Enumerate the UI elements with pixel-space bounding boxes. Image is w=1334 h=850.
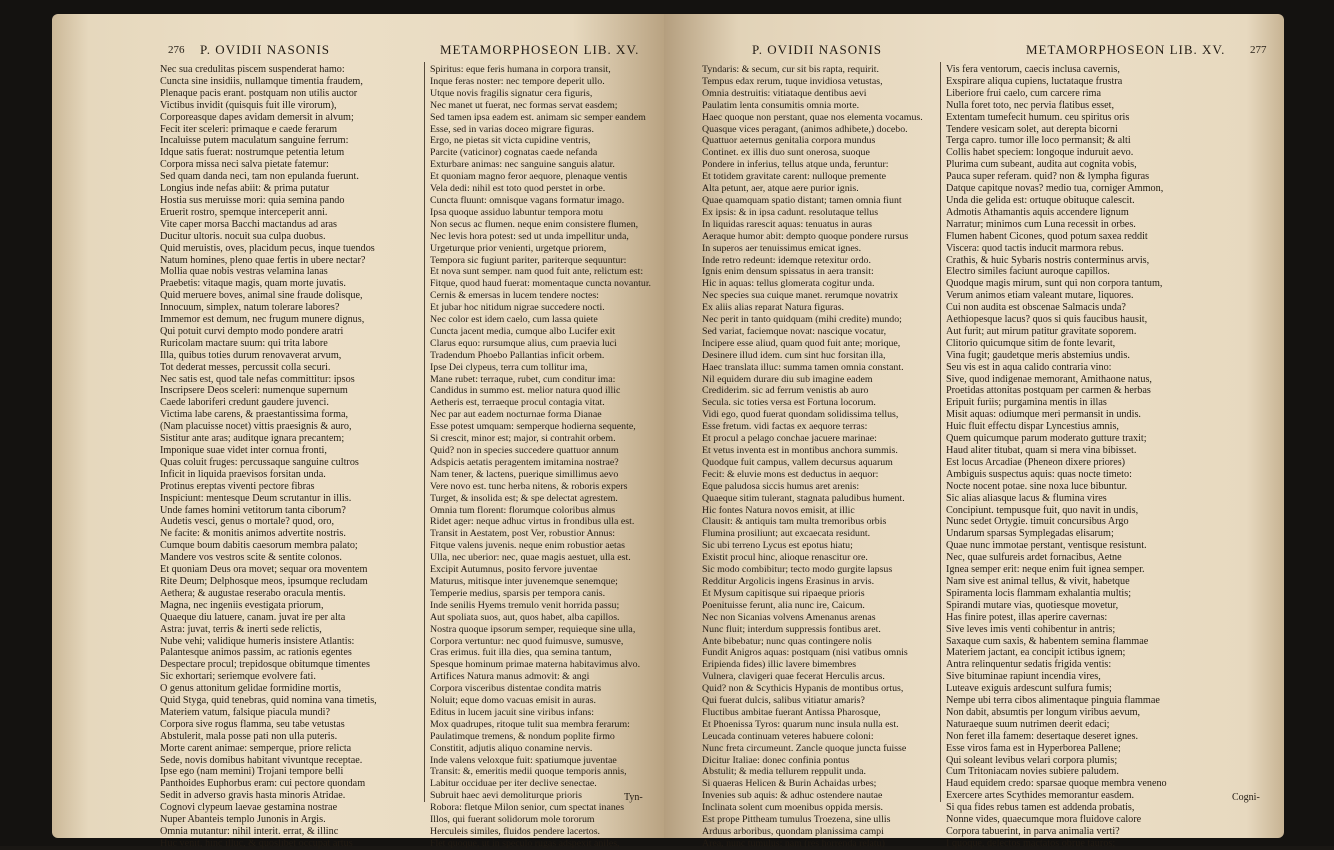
text-column-2 (946, 64, 1204, 850)
verse-line: Et procul a pelago conchae jacuere marinae: (702, 433, 877, 445)
verse-line: Quaeque diu latuere, canam. juvat ire per alta (160, 611, 346, 623)
verse-line: Sic alias aliasque lacus & flumina vires (946, 492, 1107, 504)
verse-line: Crediderim. sic ad ferrum venistis ab auro (702, 385, 869, 397)
verse-line: Aut spoliata suos, aut, quos habet, alba capillos. (430, 611, 620, 623)
verse-line: Cumque boum dabitis caesorum membra palato; (160, 540, 358, 552)
verse-line: Electro similes faciunt auroque capillos. (946, 266, 1110, 278)
verse-line: Ulla, nec uberior: nec, quae magis aestuet, ulla est. (430, 552, 631, 564)
verse-line: Si crescit, minor est; major, si contrahit orbem. (430, 433, 616, 445)
verse-line: Redditur Argolicis ingens Erasinus in arvis. (702, 575, 875, 587)
verse-line: Nuper Abanteis templo Junonis in Argis. (160, 814, 326, 826)
verse-line: Mane rubet: terraque, rubet, cum conditur ima: (430, 373, 616, 385)
verse-line: Natum homines, pleno quae fertis in ubere nectar? (160, 254, 366, 266)
verse-line: Inde retro redeunt: idemque retexitur ordo. (702, 254, 871, 266)
verse-line: Antra relinquentur sedatis frigida ventis: (946, 659, 1112, 671)
verse-line: Morte carent animae: semperque, priore relicta (160, 742, 352, 754)
verse-line: Admotis Athamantis aquis accendere lignum (946, 206, 1129, 218)
verse-line: Nunc freta circumeunt. Zancle quoque juncta fuisse (702, 742, 907, 754)
verse-line: Sic ubi terreno Lycus est epotus hiatu; (702, 540, 853, 552)
verse-line: Poenituisse ferunt, alia nunc ire, Caicum. (702, 599, 865, 611)
verse-line: Exspirare aliqua cupiens, luctataque frustra (946, 75, 1123, 87)
verse-line: Fecit iter sceleri: primaque e caede ferarum (160, 123, 338, 135)
verse-line: Vis fera ventorum, caecis inclusa cavernis, (946, 64, 1120, 75)
verse-line: Flumen habent Cicones, quod potum saxea reddit (946, 230, 1148, 242)
verse-line: Concipiunt. tempusque fuit, quo navit in undis, (946, 504, 1139, 516)
page-number: 277 (1250, 44, 1267, 56)
verse-line: Flet quoque, ut in speculo rugas adspexit aniles, (430, 837, 620, 849)
verse-line: Incipere esse aliud, quam quod fuit ante; morique, (702, 337, 901, 349)
catchword: Cogni- (1232, 792, 1260, 803)
verse-line: Seu vis est in aqua calido contraria vino: (946, 361, 1112, 373)
verse-line: Cuncta fluunt: omnisque vagans formatur imago. (430, 194, 625, 206)
verse-line: Panthoides Euphorbus eram: cui pectore quondam (160, 778, 366, 790)
left-page (52, 14, 664, 849)
text-column-1 (160, 64, 418, 850)
verse-line: Cognovi clypeum laevae gestamina nostrae (160, 802, 338, 814)
verse-line: Imponique suae videt inter cornua fronti, (160, 445, 327, 456)
verse-line: Arduus arboribus, quondam planissima campi (702, 826, 884, 837)
verse-line: Labitur occiduae per iter declive senectae. (430, 778, 597, 790)
verse-line: Ipsa quoque assiduo labuntur tempora motu (430, 206, 604, 218)
verse-line: Nec manet ut fuerat, nec formas servat easdem; (430, 99, 618, 111)
verse-line: Nonne vides, quaecumque mora fluidove calore (946, 814, 1142, 826)
verse-line: Incaluisse putem maculatum sanguine ferrum: (160, 135, 349, 147)
verse-line: Pauca super referam. quid? non & lympha figuras (946, 171, 1150, 183)
verse-line: Temperie medius, sparsis per tempora canis. (430, 587, 606, 599)
verse-line: Parcite (vaticinor) cognatas caede nefanda (430, 147, 598, 159)
verse-line: Tendere vesicam solet, aut derepta bicorni (946, 123, 1118, 135)
verse-line: Nostra quoque ipsorum semper, requieque sine ulla, (430, 623, 636, 635)
verse-line: Sistitur ante aras; auditque ignara precantem; (160, 433, 345, 445)
verse-line: Aeraque humor abit: dempto quoque pondere rursus (702, 230, 909, 242)
catchword: Tyn- (624, 792, 643, 803)
verse-line: Inclinata solent cum moenibus oppida mersis. (702, 802, 884, 814)
verse-line: Haec translata illuc: summa tamen omnia constant. (702, 361, 904, 373)
verse-line: Praebetis: vitaque magis, quam morte juvatis. (160, 278, 346, 290)
verse-line: Quodque fuit campus, vallem decursus aquarum (702, 456, 893, 468)
verse-line: Omnia tum florent: florumque coloribus almus (430, 504, 616, 516)
verse-line: Fecit: & eluvie mons est deductus in aequor: (702, 468, 879, 480)
page-number: 276 (168, 44, 185, 56)
verse-line: Unda die gelida est: ortuque obituque calescit. (946, 194, 1135, 206)
verse-line: Robora: fletque Milon senior, cum spectat inanes (430, 802, 625, 814)
verse-line: Qui fuerat dulcis, salibus vitiatur amaris? (702, 695, 865, 707)
verse-line: Viscera: quod tactis inducit marmora rebus. (946, 242, 1124, 254)
verse-line: Noluit; eque domo vacuas emisit in auras. (430, 695, 596, 707)
verse-line: Unde fames homini vetitorum tanta ciborum? (160, 504, 346, 516)
verse-line: Pondere in inferius, tellus atque unda, feruntur: (702, 159, 889, 171)
verse-line: Victima labe carens, & praestantissima forma, (160, 409, 349, 421)
verse-line: Nocte nocent potae. sine noxa luce bibuntur. (946, 480, 1128, 492)
verse-line: Quae quamquam spatio distant; tamen omnia fiunt (702, 194, 902, 206)
right-page (664, 14, 1284, 849)
verse-line: Et jubar hoc nitidum nigrae succedere nocti. (430, 302, 605, 314)
verse-line: Fitque valens juvenis. neque enim robustior aetas (430, 540, 625, 552)
verse-line: Sed variat, faciemque novat: nascique vocatur, (702, 325, 887, 337)
column-rule (940, 62, 941, 802)
verse-line: Ne facite: & monitis animos advertite nostris. (160, 528, 346, 540)
verse-line: Datque capitque novas? medio tua, corniger Ammon, (946, 183, 1164, 195)
verse-line: Excipit Autumnus, posito fervore juventae (430, 564, 598, 576)
running-head-title: METAMORPHOSEON LIB. XV. (1026, 42, 1226, 57)
verse-line: Et Phoenissa Tyros: quarum nunc insula nulla est. (702, 718, 899, 730)
verse-line: Ergo, ne pietas sit victa cupidine ventris, (430, 135, 591, 147)
verse-line: Ipse ego (nam memini) Trojani tempore belli (160, 766, 344, 778)
verse-line: Victibus invidit (quisquis fuit ille virorum), (160, 99, 337, 111)
verse-line: Eque paludosa siccis humus aret arenis: (702, 480, 860, 492)
verse-line: Quattuor aeternus genitalia corpora mundus (702, 135, 876, 147)
verse-line: Naturaeque suum nutrimen deerit edaci; (946, 718, 1110, 730)
verse-line: Mox quadrupes, ritoque tulit sua membra ferarum: (430, 718, 630, 730)
verse-line: Vina fugit; gaudetque meris abstemius undis. (946, 349, 1130, 361)
verse-line: Nulla foret toto, nec pervia flatibus esset, (946, 99, 1115, 111)
verse-line: Est locus Arcadiae (Pheneon dixere priores) (946, 456, 1126, 468)
verse-line: Et quoniam magno feror aequore, plenaque ventis (430, 171, 628, 183)
verse-line: Qui soleant levibus velari corpora plumis; (946, 754, 1118, 766)
verse-line: Illos, qui fuerant solidorum mole tororum (430, 814, 595, 826)
verse-line: Nam sive est animal tellus, & vivit, habetque (946, 575, 1130, 587)
verse-line: Quid meruere boves, animal sine fraude dolisque, (160, 290, 363, 302)
verse-line: Protinus ereptas viventi pectore fibras (160, 480, 315, 492)
verse-line: Fundit Anigros aquas: postquam (nisi vatibus omnis (702, 647, 908, 659)
verse-line: Nunc sedet Ortygie. timuit concursibus Argo (946, 516, 1129, 528)
verse-line: Sive bituminae rapiunt incendia vires, (946, 671, 1101, 683)
verse-line: Clitorio quicumque sitim de fonte levarit, (946, 337, 1116, 349)
verse-line: Spiritus: eque feris humana in corpora transit, (430, 64, 611, 75)
verse-line: Corpora tabuerint, in parva animalia verti? (946, 826, 1120, 837)
verse-line: Inficit in liquida praevisos forsitan unda. (160, 468, 326, 480)
verse-line: Quid? non in species succedere quattuor annum (430, 445, 619, 456)
verse-line: Hic fontes Natura novos emisit, at illic (702, 504, 855, 516)
verse-line: Sedit in adverso gravis hasta minoris Atridae. (160, 790, 346, 802)
verse-line: Nec color est idem caelo, cum lassa quiete (430, 314, 598, 326)
verse-line: Cras erimus. fuit illa dies, qua semina tantum, (430, 647, 612, 659)
verse-line: Illa, quibus toties durum renovaverat arvum, (160, 349, 342, 361)
verse-line: O genus attonitum gelidae formidine mortis, (160, 683, 342, 695)
verse-line: Nec non Sicanias volvens Amenanus arenas (702, 611, 876, 623)
verse-line: Aetheris est, terraeque procul contagia vitat. (430, 397, 605, 409)
verse-line: Sive leves imis venti cohibentur in antris; (946, 623, 1116, 635)
verse-line: Omnia mutantur: nihil interit. errat, & illinc (160, 826, 339, 837)
verse-line: Ex ipsis: & in ipsa cadunt. resolutaque tellus (702, 206, 879, 218)
verse-line: Corpora visceribus distentae condita matris (430, 683, 602, 695)
verse-line: Et Mysum capitisque sui ripaeque prioris (702, 587, 865, 599)
verse-line: (Nam placuisse nocet) vittis praesignis & auro, (160, 421, 352, 433)
verse-line: Herculeis similes, fluidos pendere lacertos. (430, 826, 601, 837)
verse-line: Ignea semper erit: neque enim fuit ignea semper. (946, 564, 1145, 576)
verse-line: Aut furit; aut mirum patitur gravitate soporem. (946, 325, 1137, 337)
running-head-author: P. OVIDII NASONIS (200, 42, 331, 57)
verse-line: Haec quoque non perstant, quae nos elementa vocamus. (702, 111, 923, 123)
verse-line: Collis habet speciem: longoque induruit aevo. (946, 147, 1134, 159)
verse-line: Tradendum Phoebo Pallantias inficit orbem. (430, 349, 605, 361)
verse-line: Alta petunt, aer, atque aere purior ignis. (702, 183, 859, 195)
verse-line: In liquidas rarescit aquas: tenuatus in auras (702, 218, 873, 230)
verse-line: Hic in aquas: tellus glomerata cogitur unda. (702, 278, 875, 290)
verse-line: Transit in Aestatem, post Ver, robustior Annus: (430, 528, 616, 540)
verse-line: Fluctibus ambitae fuerant Antissa Pharosque, (702, 706, 881, 718)
verse-line: Existit procul hinc, alioque renascitur ore. (702, 552, 868, 564)
verse-line: Eruerit rostro, spemque interceperit anni. (160, 206, 328, 218)
verse-line: Haud aliter titubat, quam si mera vina bibisset. (946, 445, 1137, 456)
verse-line: Nec perit in tanto quidquam (mihi credite) mundo; (702, 314, 902, 326)
running-head-title: METAMORPHOSEON LIB. XV. (440, 42, 640, 57)
verse-line: Undarum sparsas Symplegadas elisarum; (946, 528, 1114, 540)
verse-line: Et vetus inventa est in montibus anchora summis. (702, 445, 898, 456)
verse-line: Sede, novis domibus habitant vivuntque receptae. (160, 754, 363, 766)
verse-line: Est prope Pittheam tumulus Troezena, sine ullis (702, 814, 891, 826)
verse-line: Has finire potest, illas aperire cavernas: (946, 611, 1108, 623)
verse-line: Nec levis hora potest: sed ut unda impellitur unda, (430, 230, 629, 242)
verse-line: Corpora missa neci salva pietate fatemur: (160, 159, 329, 171)
verse-line: Area, nunc tumulus: nam (res horrenda relatu) (702, 837, 885, 849)
running-head-author: P. OVIDII NASONIS (752, 42, 883, 57)
verse-line: I quoque, delectos mactatos obrue tauros; (946, 837, 1116, 849)
verse-line: Idque satis fuerat: nostrumque petentia letum (160, 147, 345, 159)
verse-line: In superos aer tenuissimus emicat ignes. (702, 242, 862, 254)
verse-line: Subruit haec aevi demoliturque prioris (430, 790, 582, 802)
verse-line: Esse, sed in varias doceo migrare figuras. (430, 123, 594, 135)
verse-line: Cernis & emersas in lucem tendere noctes: (430, 290, 599, 302)
verse-line: Ambiguis suspectus aquis: quas nocte timeto: (946, 468, 1132, 480)
verse-line: Et totidem gravitate carent: nulloque premente (702, 171, 886, 183)
text-column-1 (702, 64, 934, 850)
verse-line: Paulatim lenta consumitis omnia morte. (702, 99, 860, 111)
verse-line: Corpora sive rogus flamma, seu tabe vetustas (160, 718, 345, 730)
verse-line: Quasque vices peragant, (animos adhibete,) docebo. (702, 123, 908, 135)
verse-line: Nec sua credulitas piscem suspenderat hamo: (160, 64, 345, 75)
verse-line: Vela dedi: nihil est toto quod perstet in orbe. (430, 183, 606, 195)
verse-line: Huic fluit effectu dispar Lyncestius amnis, (946, 421, 1119, 433)
verse-line: Clausit: & antiquis tam multa tremoribus orbis (702, 516, 887, 528)
verse-line: Ex aliis alias reparat Natura figuras. (702, 302, 845, 314)
verse-line: Quem quicumque parum moderato gutture traxit; (946, 433, 1147, 445)
verse-line: Quid? non & Scythicis Hypanis de montibus ortus, (702, 683, 904, 695)
verse-line: Esse fretum. vidi factas ex aequore terras: (702, 421, 868, 433)
verse-line: Saxaque cum saxis, & habentem semina flammae (946, 635, 1149, 647)
verse-line: Inscripsere Deos sceleri: numenque supernum (160, 385, 348, 397)
verse-line: Caede laboriferi credunt gaudere juvenci. (160, 397, 329, 409)
verse-line: Clarus equo: rursumque alius, cum praevia luci (430, 337, 617, 349)
verse-line: Terga capro. tumor ille loco permansit; & alti (946, 135, 1131, 147)
verse-line: Nunc fluit; interdum suppressis fontibus aret. (702, 623, 881, 635)
verse-line: Inde senilis Hyems tremulo venit horrida passu; (430, 599, 620, 611)
verse-line: Esse potest umquam: semperque hodierna sequente, (430, 421, 636, 433)
verse-line: Transit: &, emeritis medii quoque temporis annis, (430, 766, 627, 778)
verse-line: Cuncta sine insidiis, nullamque timentia fraudem, (160, 75, 363, 87)
verse-line: Proetidas attonitas postquam per carmen & herbas (946, 385, 1151, 397)
verse-line: Artifices Natura manus admovit: & angi (430, 671, 590, 683)
verse-line: Eripuit furiis; purgamina mentis in illas (946, 397, 1107, 409)
verse-line: Haud equidem credo: sparsae quoque membra veneno (946, 778, 1167, 790)
verse-line: Abstulit; & media tellurem reppulit unda. (702, 766, 867, 778)
verse-line: Vite caper morsa Bacchi mactandus ad aras (160, 218, 338, 230)
verse-line: Paulatimque tremens, & nondum poplite firmo (430, 730, 615, 742)
verse-line: Materiem vatum, falsique piacula mundi? (160, 706, 331, 718)
verse-line: Misit aquas: odiumque meri permansit in undis. (946, 409, 1141, 421)
verse-line: Urgeturque prior venienti, urgetque priorem, (430, 242, 607, 254)
verse-line: Corpora vertuntur: nec quod fuimusve, sumusve, (430, 635, 624, 647)
verse-line: Invenies sub aquis: & adhuc ostendere nautae (702, 790, 883, 802)
verse-line: Turget, & insolida est; & spe delectat agrestem. (430, 492, 618, 504)
verse-line: Plurima cum subeant, audita aut cognita vobis, (946, 159, 1137, 171)
verse-line: Ante bibebatur; nunc quas contingere nolis (702, 635, 872, 647)
verse-line: Vidi ego, quod fuerat quondam solidissima tellus, (702, 409, 899, 421)
verse-line: Omnia destruitis: vitiataque dentibus aevi (702, 87, 867, 99)
verse-line: Tyndaris: & secum, cur sit bis rapta, requirit. (702, 64, 880, 75)
verse-line: Nube vehi; validique humeris insistere Atlantis: (160, 635, 355, 647)
verse-line: Sive, quod indigenae memorant, Amithaone natus, (946, 373, 1152, 385)
verse-line: Eripienda fides) illic lavere bimembres (702, 659, 857, 671)
verse-line: Longius inde nefas abiit: & prima putatur (160, 183, 330, 195)
verse-line: Abstulerit, mala posse pati non ulla puteris. (160, 730, 338, 742)
verse-line: Utque novis fragilis signatur cera figuris, (430, 87, 593, 99)
verse-line: Mollia quae nobis vestras velamina lanas (160, 266, 328, 278)
verse-line: Continet. ex illis duo sunt onerosa, suoque (702, 147, 870, 159)
verse-line: Flumina prosiliunt; aut excaecata residunt. (702, 528, 871, 540)
verse-line: Nec species sua cuique manet. rerumque novatrix (702, 290, 899, 302)
verse-line: Non secus ac flumen. neque enim consistere flumen, (430, 218, 639, 230)
verse-line: Nec satis est, quod tale nefas committitur: ipsos (160, 373, 355, 385)
verse-line: Ducitur ultoris. nocuit sua culpa duobus. (160, 230, 326, 242)
verse-line: Constitit, adjutis aliquo conamine nervis. (430, 742, 593, 754)
verse-line: Liberiore frui caelo, cum carcere rima (946, 87, 1101, 99)
verse-line: Immemor est demum, nec frugum munere dignus, (160, 314, 365, 326)
verse-line: Spiramenta locis flammam exhalantia multis; (946, 587, 1132, 599)
verse-line: Inspiciunt: mentesque Deum scrutantur in illis. (160, 492, 352, 504)
verse-line: Innocuum, simplex, natum tolerare labores? (160, 302, 340, 314)
verse-line: Quid Styga, quid tenebras, quid nomina vana timetis, (160, 695, 377, 707)
verse-line: Maturus, mitisque inter juvenemque senemque; (430, 575, 618, 587)
verse-line: Adspicis aetatis peragentem imitamina nostrae? (430, 456, 619, 468)
verse-line: Desinere illud idem. cum sint huc forsitan illa, (702, 349, 886, 361)
verse-line: Candidus in summo est. melior natura quod illic (430, 385, 621, 397)
verse-line: Et quoniam Deus ora movet; sequar ora moventem (160, 564, 368, 576)
verse-line: Tempus edax rerum, tuque invidiosa vetustas, (702, 75, 883, 87)
verse-line: Inque feras noster: nec tempore deperit ullo. (430, 75, 605, 87)
verse-line: Et nova sunt semper. nam quod fuit ante, relictum est: (430, 266, 644, 278)
verse-line: Cum Tritoniacam novies subiere paludem. (946, 766, 1119, 778)
column-rule (424, 62, 425, 802)
verse-line: Dicitur Italiae: donec confinia pontus (702, 754, 850, 766)
verse-line: Sic exhortari; seriemque evolvere fati. (160, 671, 316, 683)
verse-line: Corporeasque dapes avidam demersit in alvum; (160, 111, 354, 123)
verse-line: Nempe ubi terra cibos alimentaque pinguia flammae (946, 695, 1160, 707)
verse-line: Vulnera, clavigeri quae fecerat Herculis arcus. (702, 671, 885, 683)
verse-line: Extentam tumefecit humum. ceu spiritus oris (946, 111, 1130, 123)
verse-line: Magna, nec ingeniis evestigata priorum, (160, 599, 324, 611)
verse-line: Spirandi mutare vias, quotiesque movetur, (946, 599, 1119, 611)
verse-line: Ipse Dei clypeus, terra cum tollitur ima, (430, 361, 588, 373)
verse-line: Materiem jactant, ea concipit ictibus ignem; (946, 647, 1126, 659)
verse-line: Nam tener, & lactens, puerique simillimus aevo (430, 468, 619, 480)
verse-line: Palantesque animos passim, ac rationis egentes (160, 647, 352, 659)
verse-line: Ignis enim densum spissatus in aera transit: (702, 266, 874, 278)
verse-line: Quas coluit fruges: percussaque sanguine cultros (160, 456, 359, 468)
verse-line: Fitque, quod haud fuerat: momentaque cuncta novantur. (430, 278, 652, 290)
verse-line: Nec, quae sulfureis ardet fornacibus, Aetne (946, 552, 1122, 564)
verse-line: Tot dederat messes, percussit colla securi. (160, 361, 331, 373)
verse-line: Si quaeras Helicen & Burin Achaidas urbes; (702, 778, 877, 790)
verse-line: Ruricolam mactare suum: qui trita labore (160, 337, 328, 349)
verse-line: Despectare procul; trepidosque obitumque timentes (160, 659, 370, 671)
verse-line: Exturbare animas: nec sanguine sanguis alatur. (430, 159, 615, 171)
verse-line: Hostia sus meruisse mori: quia semina pando (160, 194, 345, 206)
verse-line: Sed tamen ipsa eadem est. animam sic semper eandem (430, 111, 646, 123)
verse-line: Huc venit, hinc illuc, & quoslibet occupat artus (160, 837, 353, 849)
verse-line: Nil equidem durare diu sub imagine eadem (702, 373, 873, 385)
verse-line: Aethera; & augustae reserabo oracula mentis. (160, 587, 346, 599)
verse-line: Spesque hominum primae materna habitavimus alvo. (430, 659, 641, 671)
verse-line: Luteave exiguis ardescunt sulfura fumis; (946, 683, 1112, 695)
verse-line: Narratur; minimos cum Luna recessit in orbes. (946, 218, 1136, 230)
verse-line: Nec par aut eadem nocturnae forma Dianae (430, 409, 602, 421)
text-column-2 (430, 64, 662, 850)
verse-line: Sed quam danda neci, tam non epulanda fuerunt. (160, 171, 359, 183)
verse-line: Vere novo est. tunc herba nitens, & roboris expers (430, 480, 628, 492)
verse-line: Quid meruistis, oves, placidum pecus, inque tuendos (160, 242, 375, 254)
verse-line: Inde valens veloxque fuit: spatiumque juventae (430, 754, 617, 766)
verse-line: Qui potuit curvi dempto modo pondere aratri (160, 325, 344, 337)
verse-line: Audetis vesci, genus o mortale? quod, oro, (160, 516, 334, 528)
verse-line: Non dabit, absumtis per longum viribus aevum, (946, 706, 1141, 718)
verse-line: Quaeque sitim tulerant, stagnata paludibus hument. (702, 492, 905, 504)
verse-line: Aethiopesque lacus? quos si quis faucibus hausit, (946, 314, 1148, 326)
verse-line: Esse viros fama est in Hyperborea Pallene; (946, 742, 1121, 754)
verse-line: Tempora sic fugiunt pariter, pariterque sequuntur: (430, 254, 627, 266)
verse-line: Verum animos etiam valeant mutare, liquores. (946, 290, 1134, 302)
verse-line: Mandere vos vestros scite & sentite colonos. (160, 552, 342, 564)
verse-line: Sic modo combibitur; tecto modo gurgite lapsus (702, 564, 893, 576)
verse-line: Leucada continuam veteres habuere coloni: (702, 730, 874, 742)
verse-line: Editus in lucem jacuit sine viribus infans: (430, 706, 595, 718)
verse-line: Secula. sic toties versa est Fortuna locorum. (702, 397, 876, 409)
verse-line: Rite Deum; Delphosque meos, ipsumque recludam (160, 575, 368, 587)
verse-line: Si qua fides rebus tamen est addenda probatis, (946, 802, 1135, 814)
verse-line: Crathis, & huic Sybaris nostris conterminus arvis, (946, 254, 1150, 266)
verse-line: Cui non audita est obscenae Salmacis unda? (946, 302, 1126, 314)
verse-line: Ridet ager: neque adhuc virtus in frondibus ulla est. (430, 516, 635, 528)
verse-line: Quodque magis mirum, sunt qui non corpora tantum, (946, 278, 1163, 290)
verse-line: Exercere artes Scythides memorantur easdem. (946, 790, 1135, 802)
verse-line: Quae nunc immotae perstant, ventisque resistunt. (946, 540, 1147, 552)
verse-line: Plenaque pacis erant. postquam non utilis auctor (160, 87, 358, 99)
verse-line: Non feret illa famem: desertaque deseret ignes. (946, 730, 1139, 742)
verse-line: Astra: juvat, terris & inerti sede relictis, (160, 623, 322, 635)
verse-line: Cuncta jacent media, cumque albo Lucifer exit (430, 325, 616, 337)
